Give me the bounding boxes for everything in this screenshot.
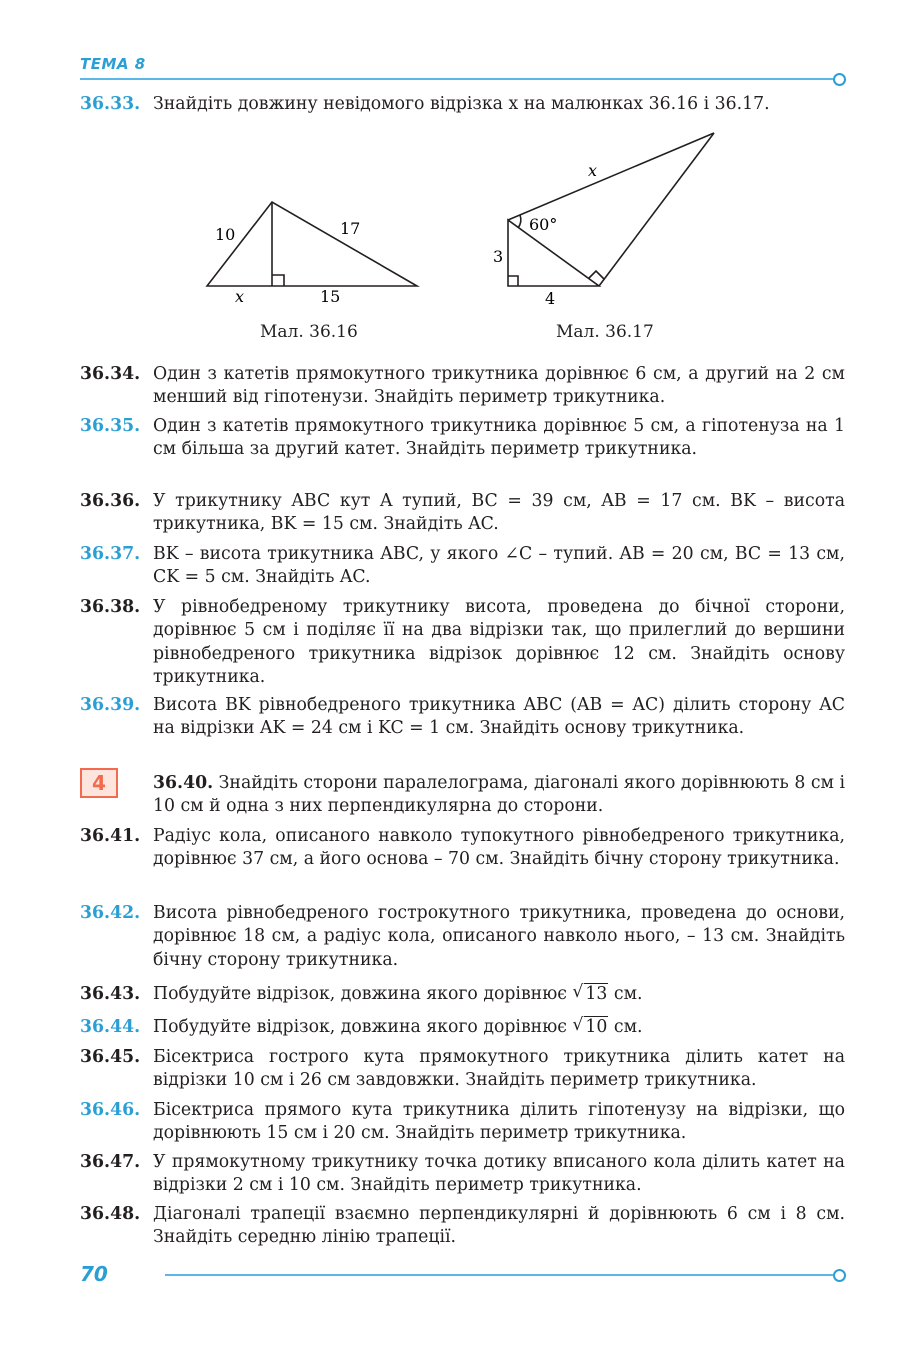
problem-text: Радіус кола, описаного навколо тупокутного рівнобедреного трикутника, дорівнює 37 см, а його основа – 70 см. Знайдіть бічну сторону трикутника. bbox=[153, 826, 845, 870]
problem-36-45 bbox=[80, 1046, 845, 1093]
problem-36-37 bbox=[80, 543, 845, 590]
problem-number: 36.42. bbox=[80, 903, 141, 923]
problem-text: Висота BK рівнобедреного трикутника ABC (AB = AC) ділить сторону AC на відрізки AK = 24 см і KC = 1 см. Знайдіть основу трикутника. bbox=[153, 695, 845, 739]
problem-text-after: см. bbox=[608, 1017, 643, 1037]
problem-36-44 bbox=[80, 1016, 845, 1039]
fig2-label-4: 4 bbox=[545, 289, 556, 308]
problem-text: Знайдіть довжину невідомого відрізка x на малюнках 36.16 і 36.17. bbox=[153, 94, 770, 114]
problem-number: 36.47. bbox=[80, 1152, 141, 1172]
figure-36-16 bbox=[207, 202, 417, 286]
radicand: 10 bbox=[585, 1017, 608, 1037]
problem-number: 36.38. bbox=[80, 597, 141, 617]
square-root bbox=[572, 983, 608, 1006]
problem-36-48 bbox=[80, 1203, 845, 1250]
fig2-label-x: x bbox=[588, 161, 598, 180]
page-number: 70 bbox=[80, 1262, 108, 1286]
problem-number: 36.43. bbox=[80, 984, 141, 1004]
problem-text: Діагоналі трапеції взаємно перпендикулярні й дорівнюють 6 см і 8 см. Знайдіть середню лінію трапеції. bbox=[153, 1204, 845, 1248]
problem-36-39 bbox=[80, 694, 845, 741]
problem-number: 36.48. bbox=[80, 1204, 141, 1224]
problem-number: 36.45. bbox=[80, 1047, 141, 1067]
problem-number: 36.44. bbox=[80, 1017, 141, 1037]
problem-text: У трикутнику ABC кут A тупий, BC = 39 см, AB = 17 см. BK – висота трикутника, BK = 15 см. Знайдіть AC. bbox=[153, 491, 845, 535]
problem-number: 36.34. bbox=[80, 364, 141, 384]
problem-36-35 bbox=[80, 415, 845, 462]
problem-text: У рівнобедреному трикутнику висота, проведена до бічної сторони, дорівнює 5 см і поділяє її на два відрізки так, що прилеглий до вершини рівнобедреного трикутника відрізок дорівнює 12 см. Знайдіть основу трикутника. bbox=[153, 597, 845, 688]
figure-36-17 bbox=[508, 133, 714, 286]
problem-number: 36.41. bbox=[80, 826, 141, 846]
problem-number: 36.40. bbox=[153, 773, 214, 793]
difficulty-level-badge: 4 bbox=[80, 768, 118, 798]
figure-caption-36-16: Мал. 36.16 bbox=[260, 322, 358, 342]
problem-number: 36.36. bbox=[80, 491, 141, 511]
problem-text: Один з катетів прямокутного трикутника дорівнює 6 см, а другий на 2 см менший від гіпотенузи. Знайдіть периметр трикутника. bbox=[153, 364, 845, 408]
square-root bbox=[572, 1016, 608, 1039]
problem-number: 36.33. bbox=[80, 94, 141, 114]
problem-text: У прямокутному трикутнику точка дотику вписаного кола ділить катет на відрізки 2 см і 10 см. Знайдіть периметр трикутника. bbox=[153, 1152, 845, 1196]
problem-text bbox=[153, 983, 845, 1006]
problem-text bbox=[153, 1016, 845, 1039]
problem-36-34 bbox=[80, 363, 845, 410]
fig1-label-15: 15 bbox=[320, 287, 341, 306]
problem-36-46 bbox=[80, 1099, 845, 1146]
figures bbox=[0, 0, 918, 360]
problem-text: Бісектриса прямого кута трикутника ділить гіпотенузу на відрізки, що дорівнюють 15 см і 20 см. Знайдіть периметр трикутника. bbox=[153, 1100, 845, 1144]
problem-text-before: Побудуйте відрізок, довжина якого дорівнює bbox=[153, 984, 573, 1004]
problem-36-41 bbox=[80, 825, 845, 872]
problem-number: 36.46. bbox=[80, 1100, 141, 1120]
problem-text: BK – висота трикутника ABC, у якого ∠C – тупий. AB = 20 см, BC = 13 см, CK = 5 см. Знайдіть AC. bbox=[153, 544, 845, 588]
problem-36-47 bbox=[80, 1151, 845, 1198]
problem-text: Бісектриса гострого кута прямокутного трикутника ділить катет на відрізки 10 см і 26 см завдовжки. Знайдіть периметр трикутника. bbox=[153, 1047, 845, 1091]
footer-rule-end-circle bbox=[833, 1269, 846, 1282]
problem-number: 36.35. bbox=[80, 416, 141, 436]
problem-text: Висота рівнобедреного гострокутного трикутника, проведена до основи, дорівнює 18 см, а радіус кола, описаного навколо нього, – 13 см. Знайдіть бічну сторону трикутника. bbox=[153, 903, 845, 970]
problem-number: 36.39. bbox=[80, 695, 141, 715]
problem-text-after: см. bbox=[608, 984, 643, 1004]
problem-text-before: Побудуйте відрізок, довжина якого дорівнює bbox=[153, 1017, 573, 1037]
problem-text: Один з катетів прямокутного трикутника дорівнює 5 см, а гіпотенуза на 1 см більша за другий катет. Знайдіть периметр трикутника. bbox=[153, 416, 845, 460]
problem-36-40 bbox=[153, 772, 845, 819]
figure-caption-36-17: Мал. 36.17 bbox=[556, 322, 654, 342]
problem-36-38 bbox=[80, 596, 845, 690]
topic-header: ТЕМА 8 bbox=[80, 55, 146, 73]
fig2-label-3: 3 bbox=[493, 247, 504, 266]
radicand: 13 bbox=[585, 984, 608, 1004]
fig1-label-10: 10 bbox=[215, 225, 236, 244]
footer-rule bbox=[165, 1274, 833, 1276]
problem-36-42 bbox=[80, 902, 845, 972]
problem-36-43 bbox=[80, 983, 845, 1006]
problem-number: 36.37. bbox=[80, 544, 141, 564]
fig2-label-angle: 60° bbox=[529, 215, 558, 234]
problem-36-36 bbox=[80, 490, 845, 537]
fig1-label-x: x bbox=[235, 287, 245, 306]
problem-text: Знайдіть сторони паралелограма, діагоналі якого дорівнюють 8 см і 10 см й одна з них перпендикулярна до сторони. bbox=[153, 773, 845, 817]
fig1-label-17: 17 bbox=[340, 219, 361, 238]
